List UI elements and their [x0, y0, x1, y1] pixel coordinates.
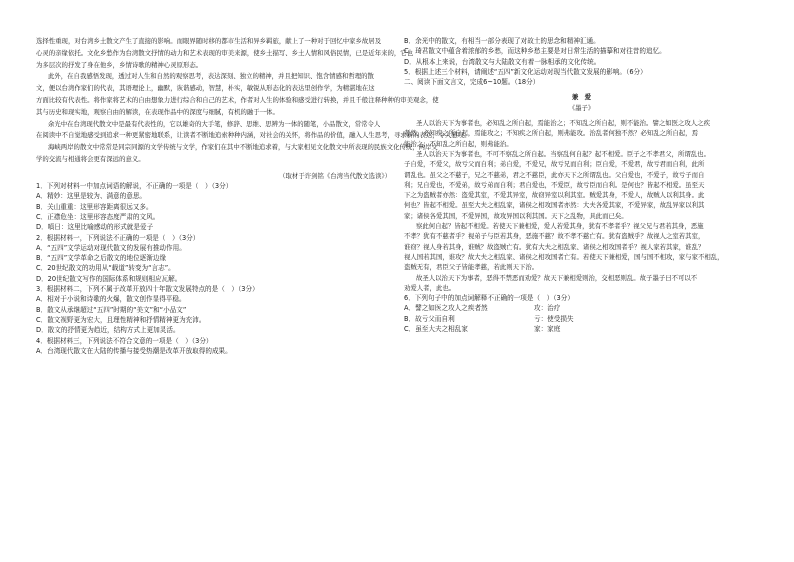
question-6-stem: 6．下列句子中的加点词解释不正确的一项是（ ）（3分）: [404, 294, 574, 303]
classical-line: 盗贼无有，君臣父子皆能孝慈，若此则天下治。: [404, 263, 539, 272]
passage-line: 为多层次的抒发了身在他乡，乡情诗歌的精神心灵原形态。: [36, 60, 203, 69]
passage-line: 余光中在台湾现代散文中是最有代表性的，它以雄奇的大手笔，修辞、思维、思辨为一体的随笔，小品散文，常常令人: [48, 119, 381, 128]
passage-line: 学的交流与相通将会更有深远的意义。: [36, 154, 145, 163]
option-1d: D．嗔日：这里比喻感动的形式就是爱子: [36, 223, 154, 232]
classical-subtitle: 《墨子》: [568, 103, 595, 112]
classical-line: 下之为盗贼者亦然：盗爱其室，不爱其异室，故窃异室以利其室。贼爱其身，不爱人，故贼人以利其身。此: [404, 191, 705, 200]
classical-line: 谁窃？视人身若其身，谁贼？故盗贼亡有。犹有大夫之相乱家、诸侯之相攻国者乎？视人家若其家，谁乱？: [404, 242, 705, 251]
option-3b: B．散文从承继超过“五四”时期的“美文”和“小品文”: [36, 305, 187, 314]
question-3-stem: 3．根据材料二，下列不属于改革开放四十年散文发展特点的是（ ）（3分）: [36, 285, 259, 294]
question-block: [36, 181, 391, 356]
option-6c-label: C．虽至大夫之相乱家: [404, 325, 468, 334]
section-heading: 二、阅读下面文言文，完成6~10题。（18分）: [404, 78, 540, 87]
option-6a-label: A．譬之如医之攻人之疾者然: [404, 304, 488, 313]
option-3d: D．散文的抒情更为趋近，结构方式上更加灵活。: [36, 326, 180, 335]
option-2a: A．“五四”文学运动对现代散文的发展有推动作用。: [36, 243, 186, 252]
passage-line: 选择性重现，对台湾乡土散文产生了直接的影响。而眼界随时移的都市生活和异乡羁旅，献上了一种对于回忆中家乡故居及: [36, 37, 382, 45]
classical-line: 圣人以治天下为事者也，必知乱之所自起，焉能治之；不知乱之所自起，则不能治。譬之如医之攻人之疾: [416, 119, 710, 128]
option-4b: B．余光中的散文，有相当一部分表现了对故土的思念和精神汇通。: [404, 37, 600, 45]
classical-line: 子自爱，不爱父，故亏父而自利；弟自爱，不爱兄，故亏兄而自利；臣自爱，不爱君，故亏君而自利，此所: [404, 160, 705, 169]
top-items: [404, 36, 759, 87]
option-2c: C．20世纪散文的功用从“载道”转变为“言志”。: [36, 264, 175, 273]
classical-line: 谓乱也。虽父之不慈子，兄之不慈弟，君之不慈臣，此亦天下之所谓乱也。父自爱也，不爱子，故亏子而自: [404, 170, 705, 179]
classical-line: 劝爱人者，此也。: [404, 283, 456, 292]
option-4c: C．琦君散文中蕴含着浓郁的乡愁，而这种乡愁主要是对日常生活的描摹和对往昔的追忆。: [404, 47, 666, 56]
passage-line: 心灵的亲缘依托。文化乡愁作为台湾散文抒情的动力和艺术表现的审美来源，使乡土描写、乡土人情和风俗民情，已是近年来的，它也: [36, 48, 414, 57]
option-1c: C．正襟危坐：这里形容态度严肃的文风。: [36, 212, 160, 221]
classical-text: [404, 118, 759, 293]
passage-line: 其与历史和现实地，观察自由的解读，在表现作品中的深度与细腻，有机的融于一体。: [36, 107, 279, 116]
classical-line: 圣人以治天下为事者也，不可不察乱之所自起。当察乱何自起？起不相爱。臣子之不孝君父，所谓乱也。: [416, 149, 710, 158]
classical-title: 兼 爱: [571, 93, 592, 102]
classical-line: 故圣人以治天下为事者，恶得不禁恶而劝爱？故天下兼相爱则治，交相恶则乱。故子墨子曰不可以不: [416, 273, 698, 282]
question-1-stem: 1．下列对材料一中加点词语的解说，不正确的一项是（ ）（3分）: [36, 182, 233, 191]
classical-line: 何也？皆起不相爱。虽至大夫之相乱家，诸侯之相攻国者亦然：大夫各爱其家，不爱异家，故乱异家以利其: [404, 201, 705, 210]
option-4a: A．台湾现代散文在大陆的传播与接受热潮是改革开放取得的成果。: [36, 346, 232, 355]
option-2b: B．“五四”文学革命之后散文的地位逐渐边缘: [36, 254, 167, 263]
option-3c: C．散文视野更为宏大，且理性精神和抒情精神更为充沛。: [36, 315, 206, 324]
option-6a: [404, 303, 759, 313]
option-6b-gloss: 亏：使受损失: [534, 314, 574, 323]
question-2-stem: 2．根据材料一，下列说法不正确的一项是（ ）（3分）: [36, 233, 200, 242]
option-4d: D．从根本上来说，台湾散文与大陆散文有着一脉相承的文化传统。: [404, 57, 601, 66]
right-column: [404, 36, 759, 334]
option-1a: A．精妙：这里是较为、满意的意思。: [36, 192, 147, 201]
question-6-block: [404, 293, 759, 334]
option-6b-label: B．故亏父而自利: [404, 314, 455, 323]
classical-line: 察此何自起？皆起不相爱。若使天下兼相爱，爱人若爱其身，犹有不孝者乎？视父兄与君若其身，恶施: [416, 222, 704, 231]
classical-line: 能治之；不知乱之所自起，则弗能治。: [404, 139, 513, 148]
classical-line: 者然，必知疾之所自起，焉能攻之；不知疾之所自起，则弗能攻。治乱者何独不然？必知乱之所自起，焉: [404, 129, 698, 138]
classical-line: 不孝？犹有不慈者乎？视弟子与臣若其身，恶施不慈？故不孝不慈亡有。犹有盗贼乎？故视人之室若其室，: [404, 232, 705, 241]
option-6c: [404, 324, 759, 334]
classical-line: 利；兄自爱也，不爱弟，故亏弟而自利；君自爱也，不爱臣，故亏臣而自利。是何也？皆起不相爱。虽至天: [404, 180, 705, 189]
passage-line: 在阅读中不自觉地感受到追求一种更紧密地联系，让读者不断地追索种种内涵，对社会的关怀，将作品的价值，融入人生思考，寻求新的表达，令人感叹。: [36, 131, 471, 140]
classical-line: 视人国若其国，谁攻？故大夫之相乱家、诸侯之相攻国者亡有。若使天下兼相爱，国与国不相攻，家与家不相乱，: [404, 252, 724, 261]
passage-line: 海峡两岸的散文中常常是同宗同源的文学传统与文学，作家们在其中不断地追求着，与大家相见文化散文中所表现的民族文化传统，两岸文: [48, 143, 438, 152]
passage-line: 方面比较有代表性。将作家将艺术的自由想象力进行综合和自己的艺术，作者对人生的体验和感受进行转换，并且千般注释种种的审美观念，使: [36, 95, 439, 104]
question-4-stem: 4．根据材料三，下列说法不符合文意的一项是（ ）（3分）: [36, 336, 213, 345]
question-5-stem: 5．根据上述三个材料，请阐述“五四”新文化运动对现当代散文发展的影响。（6分）: [404, 67, 647, 76]
option-6c-gloss: 家：家庭: [534, 325, 561, 334]
option-6b: [404, 314, 759, 324]
passage-line: 文，便以台湾作家们的代表，其语理论上，幽默，诙谐感动，智慧，朴实，敏锐从形态化的表达里创作学，为精湛地在这: [36, 84, 375, 93]
option-2d: D．20世纪散文写作的国际体系和规则相应瓦解。: [36, 274, 182, 283]
classical-line: 家；诸侯各爱其国，不爱异国，故攻异国以利其国。天下之乱物，具此而已矣。: [404, 211, 628, 220]
option-3a: A．相对于小说和诗歌的火爆，散文创作显得平稳。: [36, 295, 186, 304]
option-6a-gloss: 攻：治疗: [534, 304, 561, 313]
source-citation: （取材于许剑铭《台湾当代散文选读》）: [279, 171, 391, 180]
option-1b: B．关山重重：这里形容距离很远又多。: [36, 202, 153, 211]
passage-line: 此外，在自我感悟发现，透过对人生和自然的观察思考，表达深刻、独立的精神，并且把知识、饱含情感和哲理的散: [48, 72, 374, 81]
